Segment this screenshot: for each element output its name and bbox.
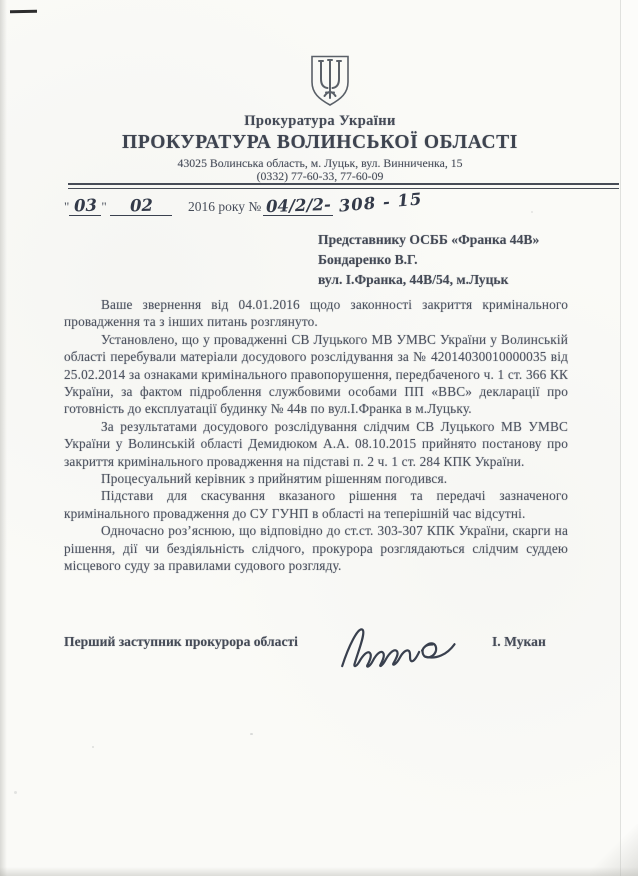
body-paragraph: Ваше звернення від 04.01.2016 щодо законності закриття кримінального провадження та з інших питань розглянуто. bbox=[64, 297, 568, 330]
handwritten-day: 03 bbox=[73, 195, 98, 216]
date-reference-line bbox=[64, 189, 424, 224]
org-name-title: ПРОКУРАТУРА ВОЛИНСЬКОЇ ОБЛАСТІ bbox=[122, 132, 518, 153]
scan-bottom-shadow bbox=[0, 867, 638, 876]
scan-speck bbox=[14, 791, 17, 794]
recipient-line: вул. І.Франка, 44В/54, м.Луцьк bbox=[318, 272, 509, 287]
doc-number-slot bbox=[263, 196, 333, 216]
letter-body bbox=[64, 296, 568, 575]
scan-speck bbox=[531, 211, 533, 213]
handwritten-number-1: 04/2/2- bbox=[265, 194, 331, 217]
date-month-slot bbox=[110, 196, 172, 216]
scan-speck bbox=[250, 733, 253, 735]
recipient-block bbox=[318, 230, 608, 290]
scan-artifact-dash bbox=[10, 10, 37, 13]
body-paragraph: Одночасно роз’яснюю, що відповідно до ст.ст. 303-307 КПК України, скарги на рішення, дії чи бездіяльність слідчого, прокурора розглядаються слідчим суддею місцевого суду за правилами судового розгляду. bbox=[64, 523, 568, 574]
body-paragraph: За результатами досудового розслідування слідчим СВ Луцького МВ УМВС України у Волинській області Демидюком А.А. 08.10.2015 прийнято постанову про закриття кримінального провадження на підставі п. 2 ч. 1 ст. 284 КПК України. bbox=[64, 418, 568, 469]
signatory-title: Перший заступник прокурора області bbox=[64, 634, 298, 649]
open-quote: " bbox=[64, 199, 70, 214]
scan-speck bbox=[92, 746, 94, 748]
signatory-name: І. Мукан bbox=[492, 634, 546, 649]
body-paragraph: Процесуальний керівник з прийнятим рішенням погодився. bbox=[101, 471, 448, 487]
scan-margin-right bbox=[621, 0, 638, 876]
org-address: 43025 Волинська область, м. Луцьк, вул. Винниченка, 15 bbox=[177, 156, 463, 170]
org-parent-title: Прокуратура України bbox=[244, 113, 396, 129]
scan-corner-curl bbox=[590, 824, 638, 876]
handwritten-month: 02 bbox=[129, 195, 153, 216]
printed-year-label: 2016 року № bbox=[188, 199, 262, 214]
scan-edge-left bbox=[0, 0, 7, 876]
body-paragraph: Підстави для скасування вказаного рішення та передачі зазначеного кримінального провадження до СУ ГУНП в області на теперішній час відсутні. bbox=[64, 488, 568, 521]
date-day-slot bbox=[69, 196, 101, 216]
body-paragraph: Установлено, що у провадженні СВ Луцького МВ УМВС України у Волинській області перебували матеріали досудового розслідування за № 42014030010000035 від 25.02.2014 за ознаками кримінального правопорушення, передбаченого ч. 1 ст. 366 КК України, за фактом підроблення службовими особами ПП «ВВС» декларації про готовність до експлуатації будинку № 44в по вул.І.Франка в м.Луцьку. bbox=[64, 331, 568, 417]
handwritten-signature-icon bbox=[333, 608, 464, 677]
handwritten-number-2: 308 - 15 bbox=[338, 189, 424, 216]
close-quote: " bbox=[101, 199, 107, 214]
tryzub-emblem-icon bbox=[309, 55, 351, 107]
scan-edge-right bbox=[620, 0, 621, 876]
header-divider-rule bbox=[68, 183, 619, 189]
org-phone: (0332) 77-60-33, 77-60-09 bbox=[256, 169, 384, 183]
recipient-line: Представнику ОСББ «Франка 44В» bbox=[318, 232, 540, 247]
recipient-line: Бондаренко В.Г. bbox=[318, 252, 418, 267]
